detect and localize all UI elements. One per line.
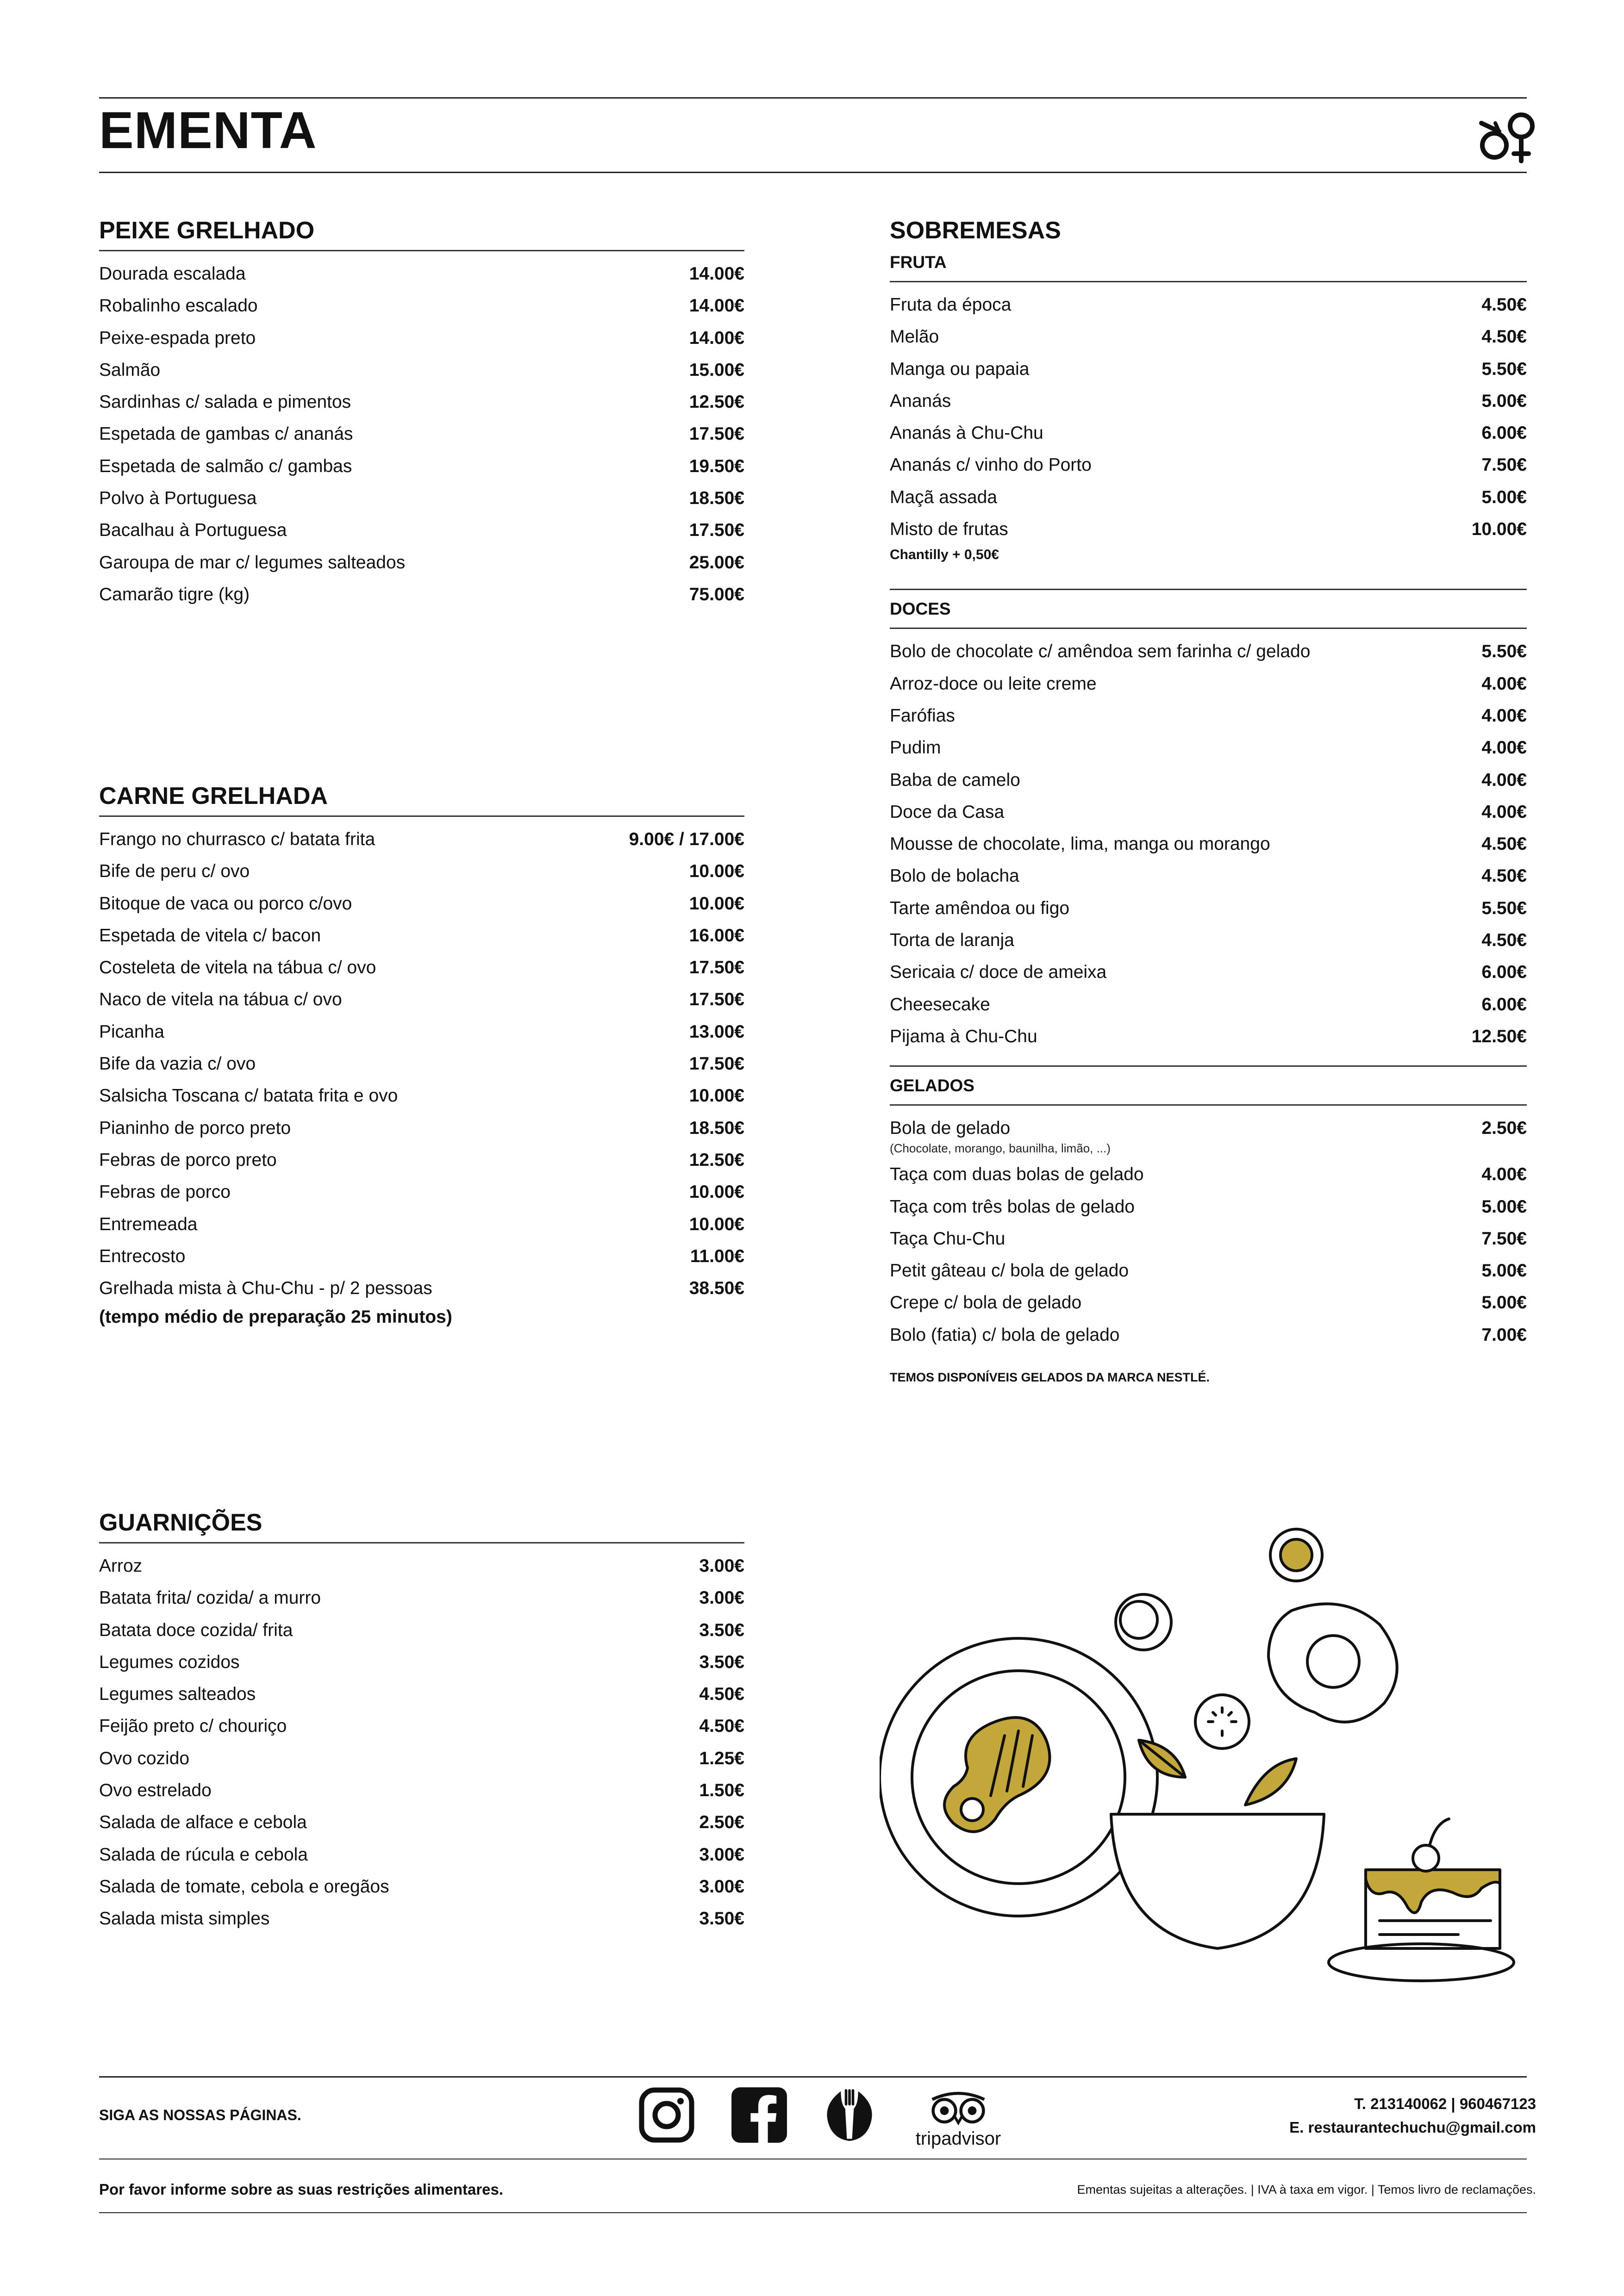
item-name: Sardinhas c/ salada e pimentos (99, 392, 351, 412)
item-price: 4.00€ (1481, 705, 1527, 726)
menu-item (99, 1844, 744, 1876)
item-price: 3.50€ (699, 1909, 744, 1929)
item-price: 3.50€ (699, 1652, 744, 1672)
item-name: Taça Chu-Chu (890, 1228, 1006, 1249)
item-name: Pianinho de porco preto (99, 1118, 291, 1138)
item-name: Salsicha Toscana c/ batata frita e ovo (99, 1086, 398, 1106)
item-name: Grelhada mista à Chu-Chu - p/ 2 pessoas (99, 1278, 432, 1299)
item-name: Camarão tigre (kg) (99, 584, 250, 604)
item-name: Baba de camelo (890, 770, 1020, 790)
menu-item (890, 673, 1527, 705)
item-price: 17.50€ (689, 520, 744, 541)
item-name: Arroz-doce ou leite creme (890, 673, 1097, 694)
item-price: 7.50€ (1481, 455, 1527, 475)
item-price: 7.00€ (1481, 1325, 1527, 1345)
subsection-title-gelados: GELADOS (890, 1065, 1527, 1106)
item-name: Taça com duas bolas de gelado (890, 1164, 1144, 1185)
item-name-text: Bola de gelado (890, 1118, 1011, 1139)
menu-item (99, 1556, 744, 1587)
item-list (890, 629, 1527, 1058)
item-price: 3.00€ (699, 1876, 744, 1897)
footer-top-rule (99, 2076, 1527, 2078)
menu-item (99, 893, 744, 925)
section-title: PEIXE GRELHADO (99, 218, 744, 251)
item-name: Ananás c/ vinho do Porto (890, 455, 1092, 475)
preparation-time-note: (tempo médio de preparação 25 minutos) (99, 1307, 452, 1327)
item-name: Bitoque de vaca ou porco c/ovo (99, 893, 352, 914)
menu-item (99, 1021, 744, 1053)
menu-item (890, 1164, 1527, 1196)
item-price: 5.00€ (1481, 1261, 1527, 1281)
item-price: 4.50€ (699, 1684, 744, 1705)
item-list (99, 1543, 744, 1941)
section-title: GUARNIÇÕES (99, 1511, 744, 1543)
item-price: 18.50€ (689, 1118, 744, 1138)
item-price: 10.00€ (689, 1086, 744, 1106)
menu-item (99, 989, 744, 1021)
item-price: 17.50€ (689, 958, 744, 978)
item-price: 2.50€ (1481, 1118, 1527, 1139)
item-name: Bolo de chocolate c/ amêndoa sem farinha c/ gelado (890, 641, 1311, 662)
menu-item (99, 328, 744, 360)
item-price: 16.00€ (689, 925, 744, 946)
menu-item (99, 456, 744, 488)
menu-item (99, 552, 744, 584)
phone-numbers: T. 213140062 | 960467123 (1354, 2095, 1536, 2112)
item-name: Ovo cozido (99, 1748, 190, 1768)
item-price: 11.00€ (690, 1246, 744, 1266)
menu-item (99, 1278, 744, 1310)
menu-item (890, 641, 1527, 673)
item-price: 5.50€ (1481, 359, 1527, 379)
item-list (890, 1164, 1527, 1356)
tripadvisor-label: tripadvisor (915, 2128, 1001, 2149)
item-price: 3.50€ (699, 1620, 744, 1640)
item-price: 5.00€ (1481, 487, 1527, 507)
item-name: Polvo à Portuguesa (99, 488, 257, 509)
menu-item (890, 294, 1527, 326)
menu-item (99, 1876, 744, 1908)
menu-item (99, 1620, 744, 1652)
item-name: Entrecosto (99, 1246, 186, 1266)
menu-item (99, 1684, 744, 1716)
tripadvisor-icon[interactable] (905, 2083, 1012, 2157)
item-name: Batata frita/ cozida/ a murro (99, 1588, 321, 1608)
item-price: 4.00€ (1481, 738, 1527, 758)
menu-item (99, 1085, 744, 1117)
menu-item (99, 1652, 744, 1684)
item-price: 4.00€ (1481, 673, 1527, 694)
item-name: Batata doce cozida/ frita (99, 1620, 293, 1640)
chantilly-note: Chantilly + 0,50€ (890, 547, 999, 563)
item-price: 3.00€ (699, 1844, 744, 1865)
item-name: Dourada escalada (99, 264, 246, 284)
nestle-notice: TEMOS DISPONÍVEIS GELADOS DA MARCA NESTLÉ. (890, 1370, 1210, 1384)
menu-item (890, 930, 1527, 962)
menu-item (99, 1150, 744, 1182)
allergy-note: Por favor informe sobre as suas restrições alimentares. (99, 2181, 504, 2198)
item-price: 5.00€ (1481, 1196, 1527, 1217)
section-title: CARNE GRELHADA (99, 784, 744, 817)
item-price: 4.00€ (1481, 770, 1527, 790)
item-price: 12.50€ (689, 392, 744, 412)
item-price: 2.50€ (699, 1812, 744, 1833)
item-name: Espetada de salmão c/ gambas (99, 456, 352, 476)
menu-item (890, 359, 1527, 391)
item-name: Torta de laranja (890, 930, 1014, 951)
menu-item (890, 865, 1527, 897)
item-name: Bolo de bolacha (890, 866, 1019, 886)
section-peixe-grelhado (99, 218, 744, 616)
item-price: 4.00€ (1481, 1164, 1527, 1185)
item-name: Febras de porco preto (99, 1150, 277, 1170)
item-name: Fruta da época (890, 295, 1012, 315)
menu-item (890, 770, 1527, 802)
item-name: Salada mista simples (99, 1909, 270, 1929)
item-price: 17.50€ (689, 1054, 744, 1074)
menu-item (99, 1716, 744, 1748)
item-price: 38.50€ (689, 1278, 744, 1299)
menu-item (99, 392, 744, 423)
item-price: 4.50€ (1481, 295, 1527, 315)
item-list (890, 282, 1527, 551)
section-carne-grelhada (99, 784, 744, 1327)
legal-note: Ementas sujeitas a alterações. | IVA à taxa em vigor. | Temos livro de reclamações. (1077, 2183, 1536, 2196)
item-name: Garoupa de mar c/ legumes salteados (99, 552, 406, 572)
item-name: Cheesecake (890, 994, 990, 1014)
item-name: Pudim (890, 738, 941, 758)
item-name: Ananás à Chu-Chu (890, 423, 1043, 443)
header-top-rule (99, 97, 1527, 99)
item-name: Salada de rúcula e cebola (99, 1844, 308, 1865)
subsection-title-fruta: FRUTA (890, 254, 1527, 282)
item-name: Doce da Casa (890, 802, 1005, 822)
item-name: Febras de porco (99, 1182, 231, 1202)
menu-item (890, 1228, 1527, 1260)
item-name: Salada de tomate, cebola e oregãos (99, 1876, 389, 1897)
menu-item (890, 994, 1527, 1026)
item-price: 1.25€ (699, 1748, 744, 1768)
item-price: 15.00€ (689, 360, 744, 380)
item-name: Bolo (fatia) c/ bola de gelado (890, 1325, 1120, 1345)
menu-item (890, 391, 1527, 423)
item-name: Entremeada (99, 1214, 198, 1234)
menu-item (99, 1118, 744, 1150)
menu-item (890, 1292, 1527, 1324)
item-price: 75.00€ (689, 584, 744, 604)
item-price: 19.50€ (689, 456, 744, 476)
menu-item (99, 1053, 744, 1085)
menu-item (99, 584, 744, 616)
email-address[interactable]: E. restaurantechuchu@gmail.com (1289, 2119, 1536, 2136)
menu-item (890, 737, 1527, 769)
menu-item (890, 898, 1527, 930)
item-price: 14.00€ (689, 328, 744, 348)
menu-item (99, 1748, 744, 1780)
menu-item (99, 1812, 744, 1844)
menu-item (99, 423, 744, 455)
item-name: Taça com três bolas de gelado (890, 1196, 1135, 1217)
menu-item (890, 1026, 1527, 1058)
item-price: 10.00€ (689, 1182, 744, 1202)
item-price: 4.50€ (1481, 930, 1527, 951)
item-list (99, 251, 744, 616)
item-price: 13.00€ (689, 1021, 744, 1042)
menu-item (99, 520, 744, 552)
item-name: Melão (890, 327, 939, 347)
menu-item (99, 263, 744, 295)
menu-item (890, 1325, 1527, 1356)
item-name: Feijão preto c/ chouriço (99, 1716, 287, 1736)
item-price: 3.00€ (699, 1556, 744, 1576)
item-price: 4.50€ (699, 1716, 744, 1736)
item-price: 5.00€ (1481, 391, 1527, 411)
item-name: Misto de frutas (890, 519, 1008, 540)
menu-item (99, 925, 744, 957)
item-note: (Chocolate, morango, baunilha, limão, ...) (890, 1141, 1111, 1156)
item-price: 12.50€ (1471, 1026, 1527, 1046)
item-name: Legumes salteados (99, 1684, 256, 1705)
item-price: 10.00€ (689, 893, 744, 914)
item-name: Bife de peru c/ ovo (99, 861, 250, 882)
item-name: Ananás (890, 391, 951, 411)
item-price: 6.00€ (1481, 994, 1527, 1014)
item-name: Espetada de gambas c/ ananás (99, 424, 353, 444)
item-price: 7.50€ (1481, 1228, 1527, 1249)
menu-item (890, 705, 1527, 737)
item-price: 6.00€ (1481, 423, 1527, 443)
menu-item (99, 1587, 744, 1619)
item-name: Frango no churrasco c/ batata frita (99, 829, 375, 849)
item-name: Arroz (99, 1556, 143, 1576)
facebook-icon[interactable] (727, 2083, 792, 2147)
item-price: 17.50€ (689, 424, 744, 444)
menu-item (890, 1118, 1527, 1164)
item-price: 5.00€ (1481, 1293, 1527, 1313)
item-name: Ovo estrelado (99, 1780, 212, 1801)
item-name: Robalinho escalado (99, 296, 258, 316)
follow-pages-label: SIGA AS NOSSAS PÁGINAS. (99, 2107, 301, 2123)
page-title: EMENTA (99, 101, 317, 159)
menu-item (890, 962, 1527, 994)
item-price: 17.50€ (689, 989, 744, 1010)
item-price: 25.00€ (689, 552, 744, 572)
menu-item (99, 360, 744, 392)
menu-item (99, 829, 744, 861)
item-price: 4.50€ (1481, 866, 1527, 886)
menu-item (99, 1214, 744, 1246)
item-name: Pijama à Chu-Chu (890, 1026, 1037, 1046)
item-price: 12.50€ (689, 1150, 744, 1170)
item-price: 9.00€ / 17.00€ (629, 829, 744, 849)
item-price: 10.00€ (689, 861, 744, 882)
item-price: 3.00€ (699, 1588, 744, 1608)
item-name: Mousse de chocolate, lima, manga ou morango (890, 834, 1270, 854)
menu-item (890, 326, 1527, 358)
menu-item (99, 1780, 744, 1812)
item-name: Espetada de vitela c/ bacon (99, 925, 321, 946)
item-name: Costeleta de vitela na tábua c/ ovo (99, 958, 376, 978)
item-name: Crepe c/ bola de gelado (890, 1293, 1082, 1313)
item-name: Salada de alface e cebola (99, 1812, 307, 1833)
item-price: 1.50€ (699, 1780, 744, 1801)
section-guarnicoes (99, 1511, 744, 1941)
item-list-gelados (890, 1106, 1527, 1356)
item-name: Peixe-espada preto (99, 328, 256, 348)
menu-item (890, 423, 1527, 454)
item-price: 10.00€ (1471, 519, 1527, 540)
food-illustration (880, 1518, 1537, 1999)
footer-bottom-rule (99, 2212, 1527, 2213)
menu-item (99, 1182, 744, 1213)
item-price: 5.50€ (1481, 641, 1527, 662)
contacts (1289, 2092, 1536, 2139)
menu-item (890, 1260, 1527, 1292)
menu-item (890, 454, 1527, 486)
menu-item (99, 1908, 744, 1940)
item-name: Maçã assada (890, 487, 997, 507)
item-name: Sericaia c/ doce de ameixa (890, 962, 1107, 983)
item-list (99, 817, 744, 1310)
menu-item (890, 834, 1527, 865)
header-bottom-rule (99, 172, 1527, 173)
menu-item (99, 1246, 744, 1278)
item-name: Petit gâteau c/ bola de gelado (890, 1261, 1129, 1281)
section-sobremesas (890, 218, 1527, 1385)
item-price: 10.00€ (689, 1214, 744, 1234)
menu-item (99, 488, 744, 520)
menu-item (890, 1196, 1527, 1228)
item-name: Manga ou papaia (890, 359, 1030, 379)
item-name: Bacalhau à Portuguesa (99, 520, 287, 541)
item-name (890, 1118, 1111, 1156)
menu-item (99, 295, 744, 327)
item-name: Naco de vitela na tábua c/ ovo (99, 989, 342, 1010)
instagram-icon[interactable] (634, 2083, 699, 2147)
item-price: 14.00€ (689, 296, 744, 316)
menu-item (99, 861, 744, 893)
item-price: 4.50€ (1481, 834, 1527, 854)
menu-item (890, 802, 1527, 834)
item-price: 18.50€ (689, 488, 744, 509)
item-price: 6.00€ (1481, 962, 1527, 983)
item-name: Farófias (890, 705, 955, 726)
item-price: 5.50€ (1481, 898, 1527, 918)
zomato-fork-icon[interactable] (819, 2083, 880, 2147)
item-name: Tarte amêndoa ou figo (890, 898, 1070, 918)
item-price: 14.00€ (689, 264, 744, 284)
item-name: Picanha (99, 1021, 164, 1042)
item-price: 4.00€ (1481, 802, 1527, 822)
chu-chu-logo-icon (1477, 109, 1537, 165)
menu-item (99, 957, 744, 989)
item-name: Bife da vazia c/ ovo (99, 1054, 256, 1074)
menu-item (890, 519, 1527, 551)
item-name: Legumes cozidos (99, 1652, 240, 1672)
subsection-title-doces: DOCES (890, 589, 1527, 629)
item-name: Salmão (99, 360, 161, 380)
menu-item (890, 487, 1527, 519)
section-title: SOBREMESAS (890, 217, 1061, 244)
item-price: 4.50€ (1481, 327, 1527, 347)
